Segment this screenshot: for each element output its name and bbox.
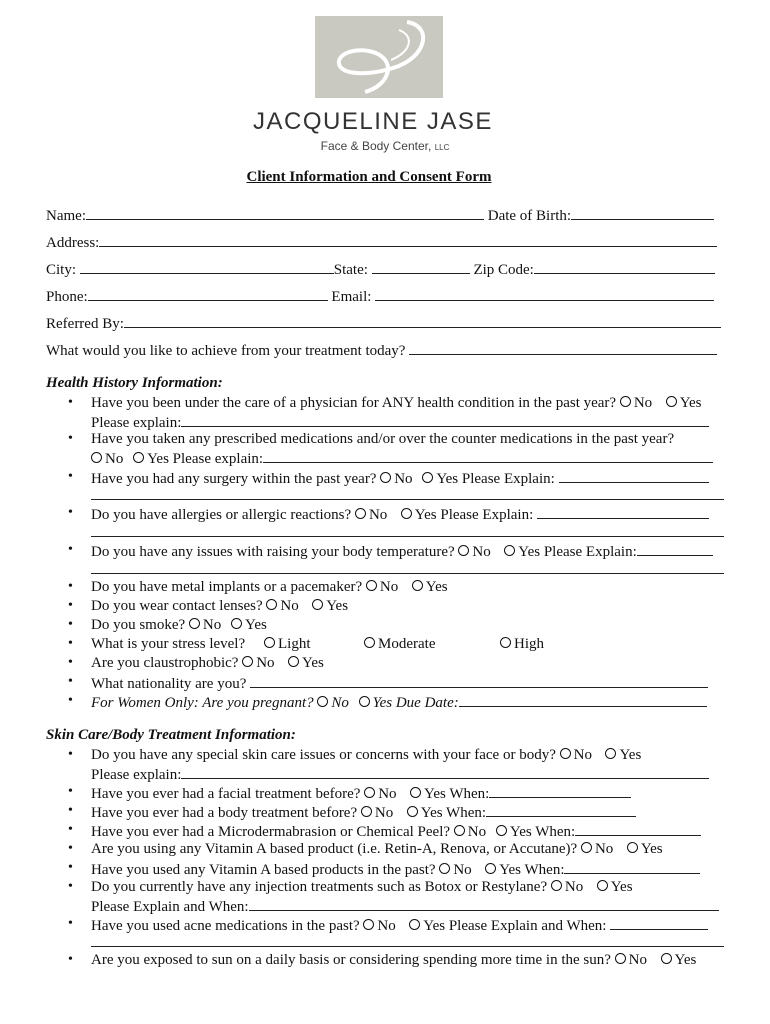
- phone-row: Phone: Email:: [46, 286, 714, 306]
- q5-explain-field[interactable]: [637, 541, 713, 556]
- due-date-field[interactable]: [459, 692, 707, 707]
- s5-yes-radio[interactable]: [627, 842, 638, 853]
- q4-yes-radio[interactable]: [401, 508, 412, 519]
- q9-high-radio[interactable]: [500, 637, 511, 648]
- s8-yes-radio[interactable]: [409, 919, 420, 930]
- q12-no-radio[interactable]: [317, 696, 328, 707]
- skin-s2: Have you ever had a facial treatment before? No Yes When:: [91, 783, 631, 803]
- bullet-icon: •: [68, 803, 73, 818]
- s9-no-radio[interactable]: [615, 953, 626, 964]
- bullet-icon: •: [68, 542, 73, 557]
- health-q9: What is your stress level?: [91, 636, 246, 652]
- health-q10: Are you claustrophobic? No Yes: [91, 655, 324, 671]
- health-q7: Do you wear contact lenses? No Yes: [91, 598, 349, 614]
- phone-field[interactable]: [88, 286, 328, 301]
- health-q12: For Women Only: Are you pregnant? No Yes Due Date:: [91, 692, 707, 712]
- name-row: Name: Date of Birth:: [46, 205, 714, 225]
- bullet-icon: •: [68, 617, 73, 632]
- logo-swirl-icon: [315, 16, 443, 98]
- email-field[interactable]: [375, 286, 714, 301]
- s2-no-radio[interactable]: [364, 787, 375, 798]
- s8-extra-line[interactable]: [91, 946, 724, 947]
- address-field[interactable]: [99, 232, 717, 247]
- s7-explain-field[interactable]: [249, 896, 719, 911]
- bullet-icon: •: [68, 674, 73, 689]
- q1-yes-radio[interactable]: [666, 396, 677, 407]
- q4-extra-line[interactable]: [91, 536, 724, 537]
- q3-no-radio[interactable]: [380, 472, 391, 483]
- q5-extra-line[interactable]: [91, 573, 724, 574]
- q2-options: No Yes Please explain:: [91, 448, 713, 468]
- s6-no-radio[interactable]: [439, 863, 450, 874]
- q7-yes-radio[interactable]: [312, 599, 323, 610]
- dob-field[interactable]: [571, 205, 714, 220]
- s2-when-field[interactable]: [489, 783, 631, 798]
- q8-yes-radio[interactable]: [231, 618, 242, 629]
- q10-no-radio[interactable]: [242, 656, 253, 667]
- health-q11: What nationality are you?: [91, 673, 708, 693]
- bullet-icon: •: [68, 431, 73, 446]
- bullet-icon: •: [68, 395, 73, 410]
- bullet-icon: •: [68, 747, 73, 762]
- q5-yes-radio[interactable]: [504, 545, 515, 556]
- skin-s5: Are you using any Vitamin A based product (i.e. Retin-A, Renova, or Accutane)? No Yes: [91, 841, 663, 857]
- s1-yes-radio[interactable]: [605, 748, 616, 759]
- q9-light-option[interactable]: Light: [264, 635, 311, 653]
- s3-yes-radio[interactable]: [407, 806, 418, 817]
- referred-field[interactable]: [124, 313, 721, 328]
- city-row: City: State: Zip Code:: [46, 259, 715, 279]
- q3-extra-line[interactable]: [91, 499, 724, 500]
- address-row: Address:: [46, 232, 717, 252]
- nationality-field[interactable]: [250, 673, 708, 688]
- q4-explain-field[interactable]: [537, 504, 709, 519]
- brand-name: JACQUELINE JASE: [253, 108, 493, 135]
- state-field[interactable]: [372, 259, 470, 274]
- q1-no-radio[interactable]: [620, 396, 631, 407]
- bullet-icon: •: [68, 784, 73, 799]
- brand-subtitle: Face & Body Center, LLC: [320, 139, 450, 153]
- skin-s7: Do you currently have any injection treatments such as Botox or Restylane? No Yes: [91, 879, 633, 895]
- q5-no-radio[interactable]: [458, 545, 469, 556]
- zip-field[interactable]: [534, 259, 715, 274]
- health-q4: Do you have allergies or allergic reactions? No Yes Please Explain:: [91, 504, 709, 524]
- s1-explain: Please explain:: [91, 764, 709, 784]
- q12-yes-radio[interactable]: [359, 696, 370, 707]
- s5-no-radio[interactable]: [581, 842, 592, 853]
- bullet-icon: •: [68, 841, 73, 856]
- s4-yes-radio[interactable]: [496, 825, 507, 836]
- s2-yes-radio[interactable]: [410, 787, 421, 798]
- bullet-icon: •: [68, 916, 73, 931]
- q7-no-radio[interactable]: [266, 599, 277, 610]
- skin-s1: Do you have any special skin care issues or concerns with your face or body? No Yes: [91, 747, 642, 763]
- q9-moderate-option[interactable]: Moderate: [364, 635, 435, 653]
- s3-when-field[interactable]: [486, 802, 636, 817]
- bullet-icon: •: [68, 693, 73, 708]
- achieve-field[interactable]: [409, 340, 717, 355]
- q6-no-radio[interactable]: [366, 580, 377, 591]
- bullet-icon: •: [68, 469, 73, 484]
- bullet-icon: •: [68, 655, 73, 670]
- brand-logo: [315, 16, 443, 98]
- q9-high-option[interactable]: High: [500, 635, 544, 653]
- q6-yes-radio[interactable]: [412, 580, 423, 591]
- q2-explain-field[interactable]: [263, 448, 713, 463]
- skin-s8: Have you used acne medications in the past? No Yes Please Explain and When:: [91, 915, 708, 935]
- s3-no-radio[interactable]: [361, 806, 372, 817]
- s4-when-field[interactable]: [575, 821, 701, 836]
- skin-s3: Have you ever had a body treatment before? No Yes When:: [91, 802, 636, 822]
- bullet-icon: •: [68, 822, 73, 837]
- skin-s9: Are you exposed to sun on a daily basis or considering spending more time in the sun? No Yes: [91, 952, 697, 968]
- s9-yes-radio[interactable]: [661, 953, 672, 964]
- q4-no-radio[interactable]: [355, 508, 366, 519]
- bullet-icon: •: [68, 860, 73, 875]
- q2-yes-radio[interactable]: [133, 452, 144, 463]
- health-q1: Have you been under the care of a physician for ANY health condition in the past year? No Yes: [91, 395, 702, 411]
- s8-explain-field[interactable]: [610, 915, 708, 930]
- health-q3: Have you had any surgery within the past year? No Yes Please Explain:: [91, 468, 709, 488]
- q8-no-radio[interactable]: [189, 618, 200, 629]
- q10-yes-radio[interactable]: [288, 656, 299, 667]
- s6-when-field[interactable]: [564, 859, 700, 874]
- health-q5: Do you have any issues with raising your body temperature? No Yes Please Explain:: [91, 541, 713, 561]
- s1-no-radio[interactable]: [560, 748, 571, 759]
- s7-yes-radio[interactable]: [597, 880, 608, 891]
- s7-no-radio[interactable]: [551, 880, 562, 891]
- bullet-icon: •: [68, 579, 73, 594]
- q9-light-radio[interactable]: [264, 637, 275, 648]
- q9-moderate-radio[interactable]: [364, 637, 375, 648]
- city-field[interactable]: [80, 259, 334, 274]
- s1-explain-field[interactable]: [181, 764, 709, 779]
- bullet-icon: •: [68, 505, 73, 520]
- bullet-icon: •: [68, 879, 73, 894]
- health-q2: Have you taken any prescribed medications and/or over the counter medications in the past year?: [91, 431, 675, 447]
- referred-row: Referred By:: [46, 313, 721, 333]
- health-q6: Do you have metal implants or a pacemaker? No Yes: [91, 579, 448, 595]
- skin-s4: Have you ever had a Microdermabrasion or Chemical Peel? No Yes When:: [91, 821, 701, 841]
- skin-s6: Have you used any Vitamin A based products in the past? No Yes When:: [91, 859, 700, 879]
- s7-explain: Please Explain and When:: [91, 896, 719, 916]
- form-title: Client Information and Consent Form: [246, 169, 492, 185]
- s6-yes-radio[interactable]: [485, 863, 496, 874]
- q1-explain-field[interactable]: [181, 412, 709, 427]
- skin-heading: Skin Care/Body Treatment Information:: [46, 727, 296, 743]
- health-q8: Do you smoke? No Yes: [91, 617, 267, 633]
- q2-no-radio[interactable]: [91, 452, 102, 463]
- bullet-icon: •: [68, 598, 73, 613]
- bullet-icon: •: [68, 952, 73, 967]
- s8-no-radio[interactable]: [363, 919, 374, 930]
- s4-no-radio[interactable]: [454, 825, 465, 836]
- health-heading: Health History Information:: [46, 375, 223, 391]
- q3-yes-radio[interactable]: [422, 472, 433, 483]
- q3-explain-field[interactable]: [559, 468, 709, 483]
- name-field[interactable]: [86, 205, 484, 220]
- bullet-icon: •: [68, 636, 73, 651]
- q1-explain: Please explain:: [91, 412, 709, 432]
- achieve-row: What would you like to achieve from your treatment today?: [46, 340, 717, 360]
